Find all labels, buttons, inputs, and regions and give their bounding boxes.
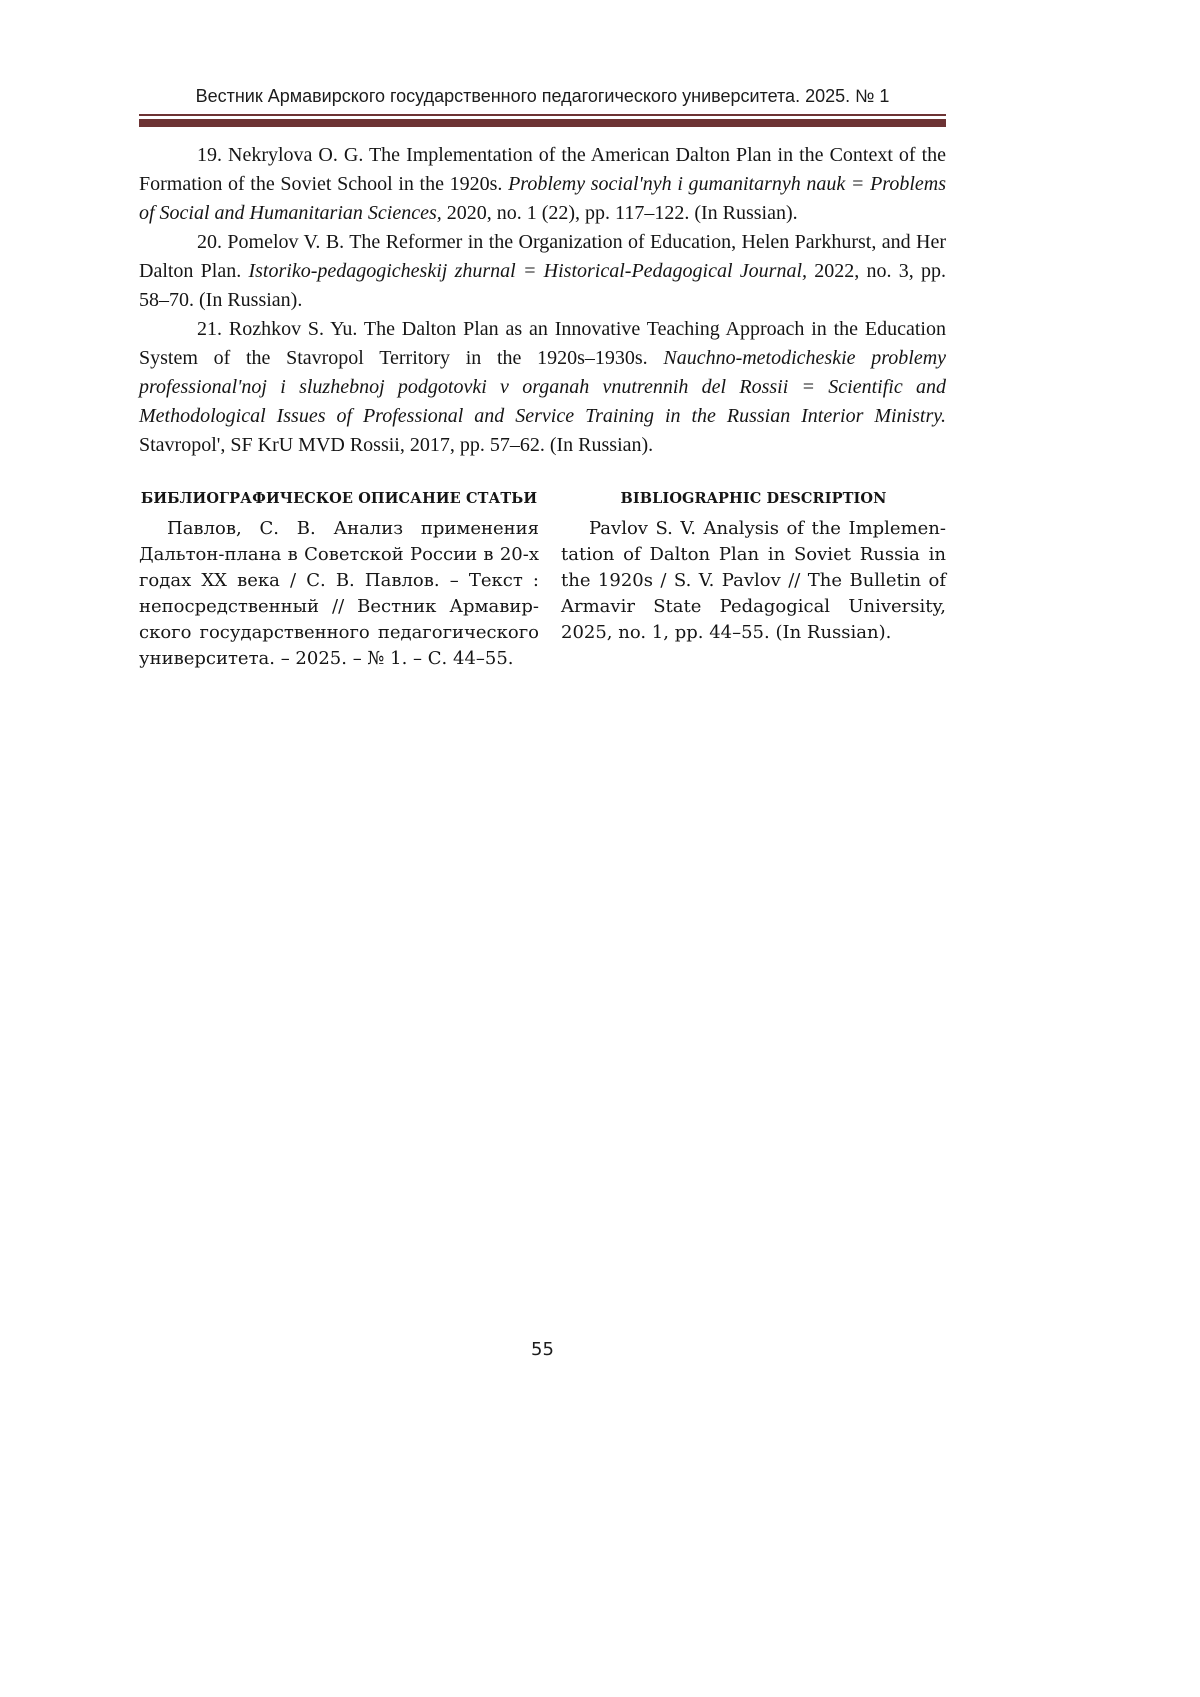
page-number: 55 — [531, 1339, 554, 1360]
biblio-russian-text: Павлов, С. В. Анализ применения Дальтон-плана в Советской России в 20-х годах XX века / С. В. Павлов. – Текст : непосредственный // Вестник Армавирского государственного педагогического университета. – 2025. – № 1. – С. 44–55. — [139, 518, 539, 669]
reference-text-run: 20. Pomelov V. B. The Reformer in the Organization of Education, Helen Parkhurst, and Her Dalton Plan. — [139, 231, 946, 282]
page-header — [139, 86, 946, 127]
journal-title: Вестник Армавирского государственного педагогического университета. 2025. № 1 — [195, 86, 890, 106]
reference-text-run: 21. Rozhkov S. Yu. The Dalton Plan as an Innovative Teaching Approach in the Education System of the Stavropol Territory in the 1920s–1930s. — [139, 318, 946, 369]
reference-text-run: Stavropol', SF KrU MVD Rossii, 2017, pp. 57–62. (In Russian). — [139, 434, 654, 456]
reference-entry — [139, 315, 946, 460]
document-page — [139, 0, 946, 1360]
biblio-russian-column — [139, 490, 539, 672]
rule-thick-bar — [139, 119, 946, 127]
reference-text-run: Nauchno-metodicheskie problemy professional'noj i sluzhebnoj podgotovki v organah vnutrennih del Rossii = Scientific and Methodological Issues of Professional and Service Training in the Russian Interior Ministry. — [139, 347, 947, 427]
bibliographic-description-section — [139, 490, 946, 672]
biblio-russian-heading: БИБЛИОГРАФИЧЕСКОЕ ОПИСАНИЕ СТАТЬИ — [140, 490, 538, 507]
biblio-english-column — [561, 490, 946, 672]
reference-text-run: Istoriko-pedagogicheskij zhurnal = Historical-Pedagogical Journal, — [248, 260, 808, 282]
biblio-english-text: Pavlov S. V. Analysis of the Implementation of Dalton Plan in Soviet Russia in the 1920s / S. V. Pavlov // The Bulletin of Armavir State Pedagogical University, 2025, no. 1, pp. 44–55. (In Russian). — [561, 518, 946, 643]
reference-text-run: Problemy social'nyh i gumanitarnyh nauk = Problems of Social and Humanitarian Sciences, — [139, 173, 946, 224]
header-double-rule — [139, 114, 946, 127]
reference-entry — [139, 141, 946, 228]
reference-text-run: 2020, no. 1 (22), pp. 117–122. (In Russian). — [441, 202, 798, 224]
reference-text-run: 2022, no. 3, pp. 58–70. (In Russian). — [139, 260, 947, 311]
reference-entry — [139, 228, 946, 315]
reference-text-run: 19. Nekrylova O. G. The Implementation of the American Dalton Plan in the Context of the Formation of the Soviet School in the 1920s. — [139, 144, 946, 195]
references-section — [139, 141, 946, 460]
biblio-english-heading: BIBLIOGRAPHIC DESCRIPTION — [620, 490, 887, 507]
